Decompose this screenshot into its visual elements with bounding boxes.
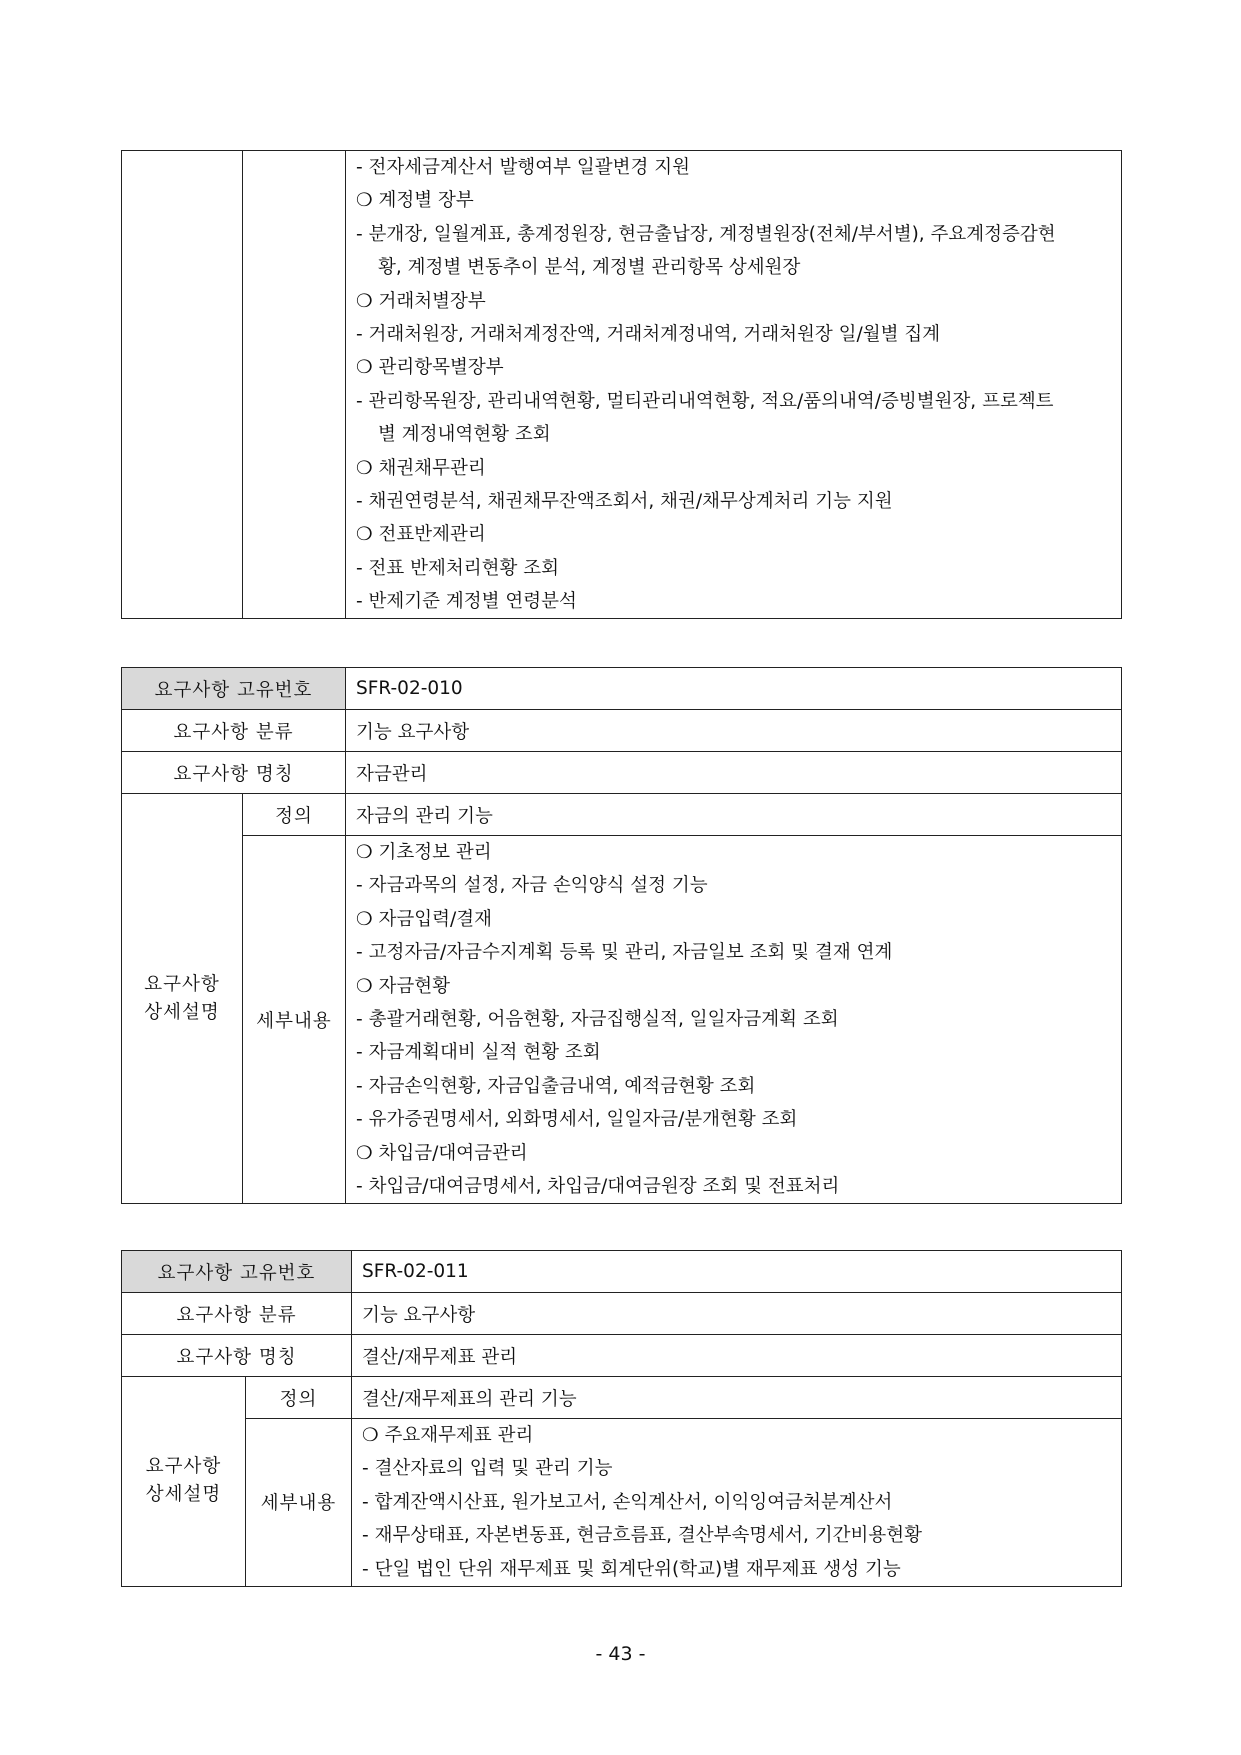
class-label: 요구사항 분류 (122, 710, 346, 752)
id-value: SFR-02-010 (346, 668, 1122, 710)
detail-label-line: 요구사항 (144, 973, 220, 995)
empty-sublabel-cell (243, 151, 346, 619)
definition-value: 자금의 관리 기능 (346, 794, 1122, 836)
detail-label-line: 상세설명 (144, 1001, 220, 1023)
requirement-table-sfr-02-010 (121, 667, 1122, 1204)
content-line: ❍ 기초정보 관리 (356, 842, 492, 863)
content-line: ❍ 거래처별장부 (356, 290, 486, 312)
content-line: - 반제기준 계정별 연령분석 (356, 591, 577, 613)
class-value: 기능 요구사항 (346, 710, 1122, 752)
requirement-table-sfr-02-011 (121, 1250, 1122, 1587)
content-line: - 총괄거래현황, 어음현황, 자금집행실적, 일일자금계획 조회 (356, 1008, 839, 1030)
content-line: - 관리항목원장, 관리내역현황, 멀티관리내역현황, 적요/품의내역/증빙별원장, 프로젝트 (356, 390, 1054, 412)
page-number: - 43 - (595, 1643, 646, 1665)
class-label: 요구사항 분류 (122, 1293, 352, 1335)
definition-label: 정의 (246, 1377, 352, 1419)
detail-content-cell (346, 836, 1122, 1204)
content-label: 세부내용 (246, 1419, 352, 1587)
name-value: 자금관리 (346, 752, 1122, 794)
detail-label (122, 1377, 246, 1587)
content-line: 별 계정내역현황 조회 (378, 424, 551, 446)
id-label: 요구사항 고유번호 (122, 668, 346, 710)
content-line: 황, 계정별 변동추이 분석, 계정별 관리항목 상세원장 (378, 257, 801, 279)
content-line: - 자금계획대비 실적 현황 조회 (356, 1042, 601, 1064)
content-line: ❍ 자금현황 (356, 975, 450, 997)
name-value: 결산/재무제표 관리 (352, 1335, 1122, 1377)
content-line: - 결산자료의 입력 및 관리 기능 (362, 1458, 613, 1480)
definition-value: 결산/재무제표의 관리 기능 (352, 1377, 1122, 1419)
content-label: 세부내용 (243, 836, 346, 1204)
content-line: - 유가증권명세서, 외화명세서, 일일자금/분개현황 조회 (356, 1109, 798, 1131)
id-value: SFR-02-011 (352, 1251, 1122, 1293)
empty-label-cell (122, 151, 243, 619)
content-line: ❍ 계정별 장부 (356, 190, 474, 212)
class-value: 기능 요구사항 (352, 1293, 1122, 1335)
definition-label: 정의 (243, 794, 346, 836)
requirements-table-continued (121, 150, 1122, 619)
content-line: ❍ 전표반제관리 (356, 524, 486, 546)
content-line: ❍ 자금입력/결재 (356, 908, 492, 930)
content-line: - 전표 반제처리현황 조회 (356, 557, 560, 579)
content-line: - 전자세금계산서 발행여부 일괄변경 지원 (356, 157, 691, 178)
name-label: 요구사항 명칭 (122, 752, 346, 794)
id-label: 요구사항 고유번호 (122, 1251, 352, 1293)
content-line: - 차입금/대여금명세서, 차입금/대여금원장 조회 및 전표처리 (356, 1175, 840, 1197)
content-line: - 채권연령분석, 채권채무잔액조회서, 채권/채무상계처리 기능 지원 (356, 490, 893, 512)
detail-content-cell (346, 151, 1122, 619)
content-line: ❍ 채권채무관리 (356, 457, 486, 479)
content-line: ❍ 관리항목별장부 (356, 357, 504, 379)
content-line: - 단일 법인 단위 재무제표 및 회계단위(학교)별 재무제표 생성 기능 (362, 1558, 901, 1580)
content-line: - 합계잔액시산표, 원가보고서, 손익계산서, 이익잉여금처분계산서 (362, 1491, 893, 1513)
name-label: 요구사항 명칭 (122, 1335, 352, 1377)
content-line: - 고정자금/자금수지계획 등록 및 관리, 자금일보 조회 및 결재 연계 (356, 942, 893, 964)
detail-content-cell (352, 1419, 1122, 1587)
content-line: ❍ 차입금/대여금관리 (356, 1142, 528, 1164)
content-line: - 자금손익현황, 자금입출금내역, 예적금현황 조회 (356, 1075, 756, 1097)
content-line: ❍ 주요재무제표 관리 (362, 1425, 534, 1446)
content-line: - 거래처원장, 거래처계정잔액, 거래처계정내역, 거래처원장 일/월별 집계 (356, 323, 941, 345)
detail-label (122, 794, 243, 1204)
content-line: - 자금과목의 설정, 자금 손익양식 설정 기능 (356, 875, 708, 897)
content-line: - 재무상태표, 자본변동표, 현금흐름표, 결산부속명세서, 기간비용현황 (362, 1525, 923, 1547)
detail-label-line: 요구사항 (145, 1456, 222, 1478)
content-line: - 분개장, 일월계표, 총계정원장, 현금출납장, 계정별원장(전체/부서별), 주요계정증감현 (356, 223, 1056, 245)
detail-label-line: 상세설명 (145, 1484, 222, 1506)
